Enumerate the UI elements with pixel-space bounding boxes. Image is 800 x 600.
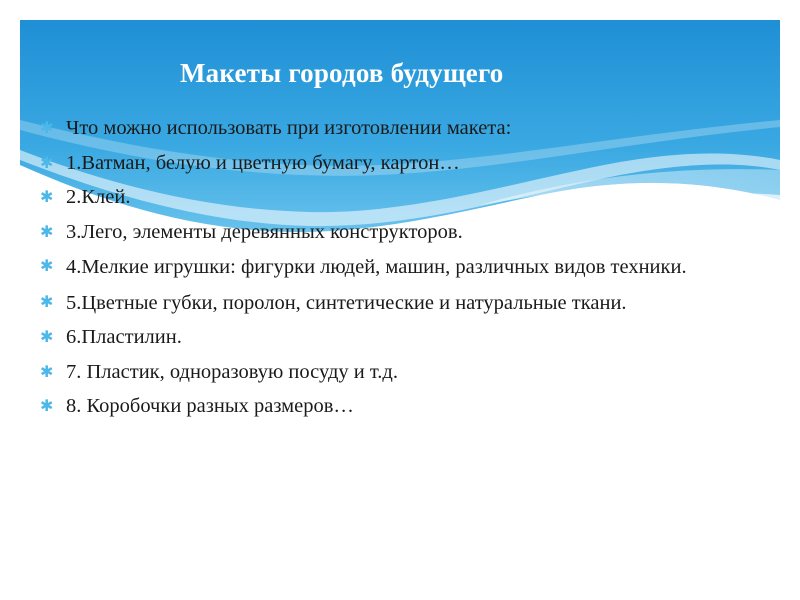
list-item-text: 6.Пластилин. <box>66 326 182 348</box>
list-item <box>38 181 738 214</box>
bullet-icon: ✱ <box>40 223 54 241</box>
list-item-text: 5.Цветные губки, поролон, синтетические и натуральные ткани. <box>66 291 627 314</box>
bullet-icon: ✱ <box>40 120 54 137</box>
list-item <box>38 321 738 354</box>
list-item <box>38 216 738 249</box>
list-item <box>38 390 738 423</box>
list-item <box>38 147 738 180</box>
list-item-text: 8. Коробочки разных размеров… <box>66 395 354 417</box>
bullet-icon: ✱ <box>40 154 54 172</box>
slide-title: Макеты городов будущего <box>180 58 504 88</box>
list-item-text: 1.Ватман, белую и цветную бумагу, картон… <box>66 151 460 174</box>
bullet-icon: ✱ <box>40 258 54 275</box>
list-item <box>38 250 738 284</box>
list-item-text: Что можно использовать при изготовлении макета: <box>66 117 512 139</box>
bullet-icon: ✱ <box>40 363 54 381</box>
bullet-list <box>38 112 738 425</box>
list-item-text: 3.Лего, элементы деревянных конструкторов. <box>66 220 463 243</box>
bullet-icon: ✱ <box>40 293 54 311</box>
bullet-icon: ✱ <box>40 329 54 346</box>
bullet-icon: ✱ <box>40 189 54 206</box>
list-item <box>38 286 738 320</box>
list-item-text: 7. Пластик, одноразовую посуду и т.д. <box>66 360 398 383</box>
list-item-text: 4.Мелкие игрушки: фигурки людей, машин, различных видов техники. <box>66 256 687 278</box>
list-item-text: 2.Клей. <box>66 186 131 208</box>
list-item <box>38 356 738 389</box>
list-item <box>38 112 738 145</box>
bullet-icon: ✱ <box>40 398 54 415</box>
